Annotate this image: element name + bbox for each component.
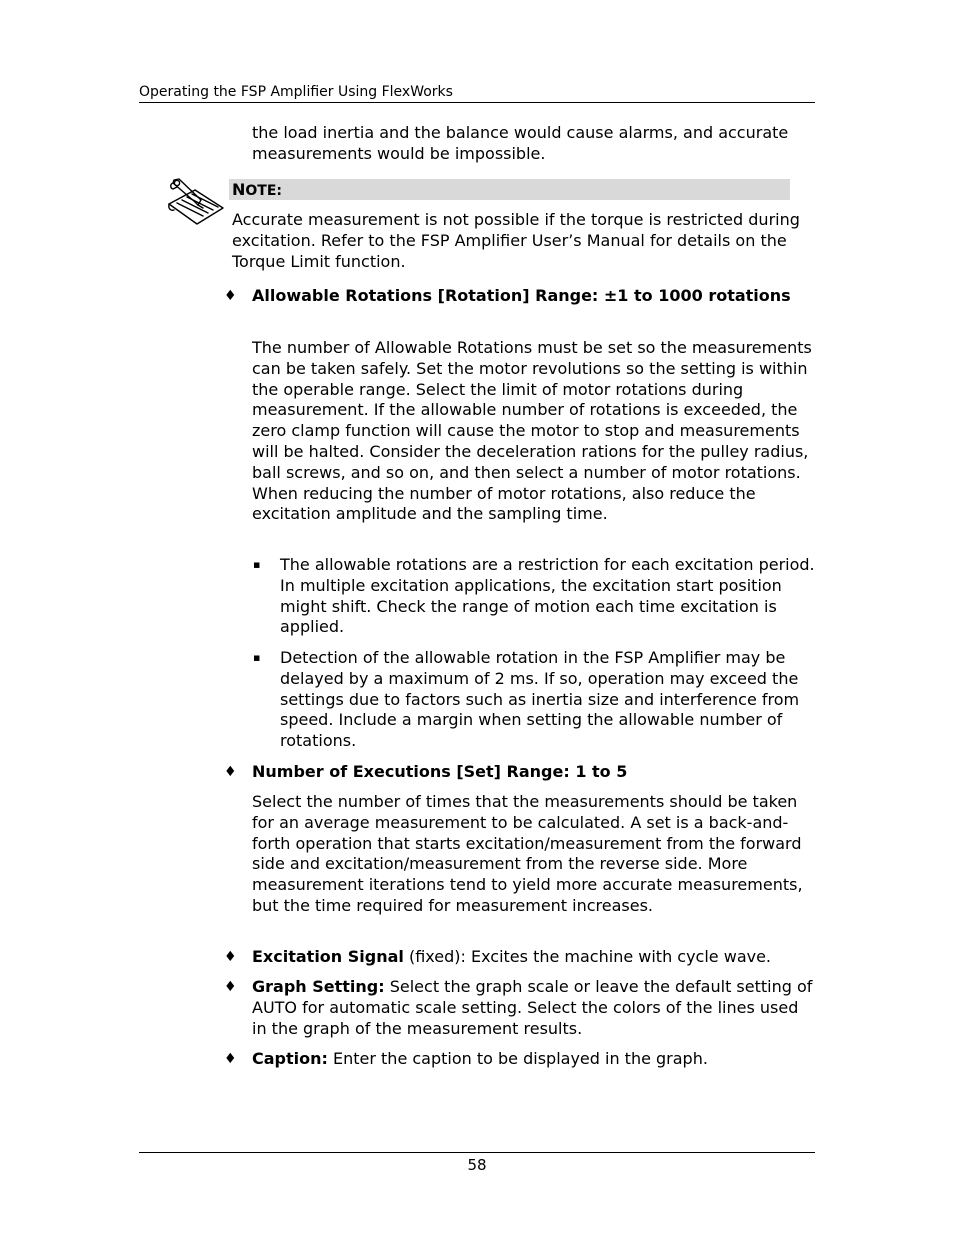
excitation-item [252, 947, 818, 968]
graph-setting-label: Graph Setting: [252, 977, 385, 996]
caption-item [252, 1049, 818, 1070]
rotations-heading-text: Allowable Rotations [Rotation] Range: ±1 to 1000 rotations [252, 286, 791, 305]
note-heading [229, 179, 790, 200]
caption-label: Caption: [252, 1049, 328, 1068]
graph-setting-item [252, 977, 818, 1039]
note-text: Accurate measurement is not possible if the torque is restricted during excitation. Refer to the FSP Amplifier User’s Manual for details on the Torque Limit function. [232, 210, 800, 271]
rotations-sub-item-1: The allowable rotations are a restriction for each excitation period. In multiple excitation applications, the excitation start position might shift. Check the range of motion each time excitation is applied. [280, 555, 815, 637]
bullet-diamond: ♦ [224, 949, 237, 965]
bullet-diamond: ♦ [224, 1051, 237, 1067]
bullet-diamond: ♦ [224, 979, 237, 995]
excitation-label: Excitation Signal [252, 947, 404, 966]
footer-divider [139, 1152, 815, 1153]
note-label-initial: N [232, 180, 246, 199]
intro-paragraph: the load inertia and the balance would cause alarms, and accurate measurements would be impossible. [252, 123, 789, 163]
note-pad-pen-icon [165, 178, 227, 228]
graph-setting-text: Select the graph scale or leave the default setting of AUTO for automatic scale setting. Select the colors of the lines used in the graph of the measurement results. [252, 977, 813, 1038]
bullet-diamond: ♦ [224, 764, 237, 780]
executions-heading [252, 762, 818, 783]
rotations-sub-item-2: Detection of the allowable rotation in the FSP Amplifier may be delayed by a maximum of 2 ms. If so, operation may exceed the settings due to factors such as inertia size and interference from speed. Include a margin when setting the allowable number of rotations. [280, 648, 800, 751]
page-number: 58 [467, 1156, 487, 1174]
rotations-heading [252, 286, 818, 307]
caption-text: Enter the caption to be displayed in the graph. [327, 1049, 708, 1068]
executions-paragraph: Select the number of times that the measurements should be taken for an average measurement to be calculated. A set is a back-and-forth operation that starts excitation/measurement from the forward side and excitation/measurement from the reverse side. More measurement iterations tend to yield more accurate measurements, but the time required for measurement increases. [252, 792, 803, 915]
sub-bullet-square: ▪ [253, 651, 261, 664]
rotations-paragraph: The number of Allowable Rotations must be set so the measurements can be taken safely. Set the motor revolutions so the setting is within the operable range. Select the limit of motor rotations during measurement. If the allowable number of rotations is exceeded, the zero clamp function will cause the motor to stop and measurements will be halted. Consider the deceleration rations for the pulley radius, ball screws, and so on, and then select a number of motor rotations. When reducing the number of motor rotations, also reduce the excitation amplitude and the sampling time. [252, 338, 812, 524]
page-header: Operating the FSP Amplifier Using FlexWorks [139, 84, 815, 103]
note-label-rest: OTE: [245, 183, 283, 199]
excitation-text: (fixed): Excites the machine with cycle wave. [403, 947, 772, 966]
bullet-diamond: ♦ [224, 288, 237, 304]
sub-bullet-square: ▪ [253, 558, 261, 571]
executions-heading-text: Number of Executions [Set] Range: 1 to 5 [252, 762, 628, 781]
